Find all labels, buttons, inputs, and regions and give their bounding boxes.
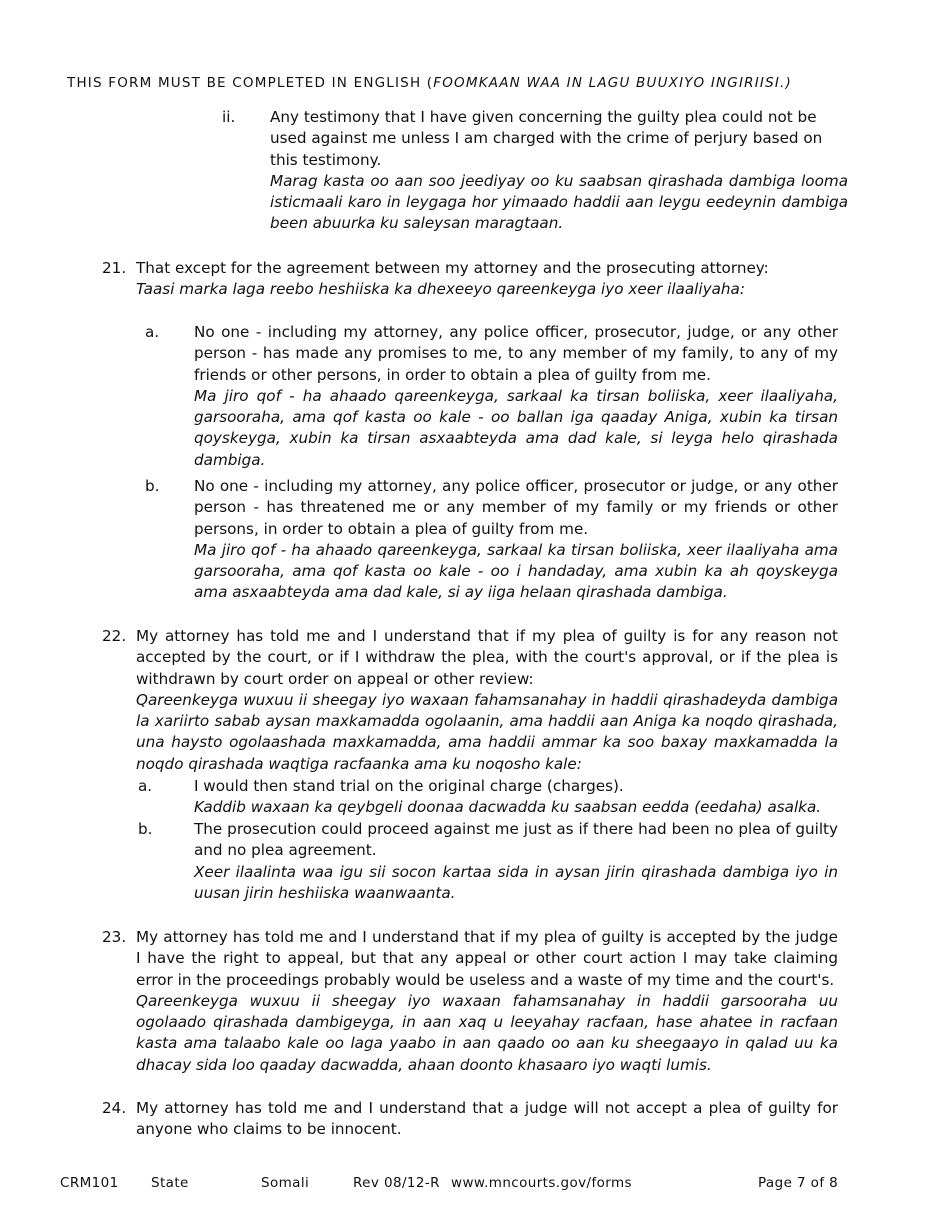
footer-revision: Rev 08/12-R <box>353 1175 440 1191</box>
item-21a-text <box>194 322 838 471</box>
item-21a-english: No one - including my attorney, any police officer, prosecutor, judge, or any other person - has made any promises to me, to any member of my family, to any of my friends or other persons, in order to obtain a plea of guilty from me. <box>194 323 838 384</box>
item-21a-marker: a. <box>145 323 160 341</box>
form-header <box>67 73 792 94</box>
item-23-english: My attorney has told me and I understand that if my plea of guilty is accepted by the judge I have the right to appeal, but that any appeal or other court action I may take claiming error in the proceedings probably would be useless and a waste of my time and the court's. <box>136 928 838 989</box>
footer-form-code: CRM101 <box>60 1175 119 1191</box>
item-20-ii-text <box>270 107 848 235</box>
item-21b-marker: b. <box>145 477 160 495</box>
item-22b-text <box>194 819 838 904</box>
item-22-number: 22. <box>102 627 127 645</box>
header-somali: FOOMKAAN WAA IN LAGU BUUXIYO INGIRIISI.) <box>433 75 792 91</box>
item-22-somali: Qareenkeyga wuxuu ii sheegay iyo waxaan fahamsanahay in haddii qirashadeyda dambiga la xariirto sabab aysan maxkamadda ogolaanin, ama haddii aan Aniga ka noqdo qirashada, una haysto ogolaashada maxkamadda, ama haddii ammar ka soo baxay maxkamadda la noqdo qirashada waqtiga racfaanka ama ku noqosho kale: <box>136 690 838 773</box>
item-20-ii-somali: Marag kasta oo aan soo jeediyay oo ku saabsan qirashada dambiga looma isticmaali karo in leygaga hor yimaado haddii aan leygu eedeynin dambiga been abuurka ku saleysan maragtaan. <box>270 171 848 233</box>
item-22b-english: The prosecution could proceed against me just as if there had been no plea of guilty and no plea agreement. <box>194 820 838 860</box>
item-21-english: That except for the agreement between my attorney and the prosecuting attorney: <box>136 259 769 277</box>
item-22b-somali: Xeer ilaalinta waa igu sii socon kartaa sida in aysan jirin qirashada dambiga iyo in uusan jirin heshiiska waanwaanta. <box>194 862 838 902</box>
item-22a-marker: a. <box>138 777 153 795</box>
header-english: THIS FORM MUST BE COMPLETED IN ENGLISH ( <box>67 75 434 91</box>
footer-language: Somali <box>261 1175 310 1191</box>
item-23-somali: Qareenkeyga wuxuu ii sheegay iyo waxaan fahamsanahay in haddii garsooraha uu ogolaado qirashada dambigeyga, in aan xaq u leeyahay racfaan, hase ahatee in racfaan kasta ama talaabo kale oo laga yaabo in aan qaado oo aan ku sheegaayo in qalad uu ka dhacay sida loo qaaday dacwadda, ahaan doonto khasaaro iyo waqti lumis. <box>136 991 838 1074</box>
item-22a-text <box>194 776 838 819</box>
item-21-text <box>136 258 836 301</box>
item-21-number: 21. <box>102 259 127 277</box>
item-21-somali: Taasi marka laga reebo heshiiska ka dhexeeyo qareenkeyga iyo xeer ilaaliyaha: <box>136 280 745 299</box>
item-23-text <box>136 927 838 1076</box>
item-21a-somali: Ma jiro qof - ha ahaado qareenkeyga, sarkaal ka tirsan boliiska, xeer ilaaliyaha, garsooraha, ama qof kasta oo kale - oo ballan iga qaaday Aniga, xubin ka tirsan qoyskeyga, xubin ka tirsan asxaabteyda ama dad kale, si leyga helo qirashada dambiga. <box>194 386 838 469</box>
footer-url[interactable]: www.mncourts.gov/forms <box>451 1175 632 1191</box>
footer-page-number: Page 7 of 8 <box>758 1175 839 1191</box>
item-24-text <box>136 1098 838 1141</box>
item-22a-somali: Kaddib waxaan ka qeybgeli doonaa dacwadda ku saabsan eedda (eedaha) asalka. <box>194 798 822 817</box>
footer-type: State <box>151 1175 189 1191</box>
item-22-text <box>136 626 838 775</box>
item-23-number: 23. <box>102 928 127 946</box>
item-20-ii-marker: ii. <box>222 108 236 126</box>
item-24-number: 24. <box>102 1099 127 1117</box>
item-21b-text <box>194 476 838 604</box>
item-22a-english: I would then stand trial on the original charge (charges). <box>194 777 624 795</box>
item-21b-somali: Ma jiro qof - ha ahaado qareenkeyga, sarkaal ka tirsan boliiska, xeer ilaaliyaha ama garsooraha, ama qof kasta oo kale - oo i handaday, ama xubin ka ah qoyskeyga ama asxaabteyda ama dad kale, si ay iiga helaan qirashada dambiga. <box>194 540 838 602</box>
item-22-english: My attorney has told me and I understand that if my plea of guilty is for any reason not accepted by the court, or if I withdraw the plea, with the court's approval, or if the plea is withdrawn by court order on appeal or other review: <box>136 627 838 688</box>
item-20-ii-english: Any testimony that I have given concerning the guilty plea could not be used against me unless I am charged with the crime of perjury based on this testimony. <box>270 108 823 169</box>
item-21b-english: No one - including my attorney, any police officer, prosecutor or judge, or any other person - has threatened me or any member of my family or my friends or other persons, in order to obtain a plea of guilty from me. <box>194 477 838 538</box>
item-24-english: My attorney has told me and I understand that a judge will not accept a plea of guilty for anyone who claims to be innocent. <box>136 1099 838 1139</box>
item-22b-marker: b. <box>138 820 153 838</box>
